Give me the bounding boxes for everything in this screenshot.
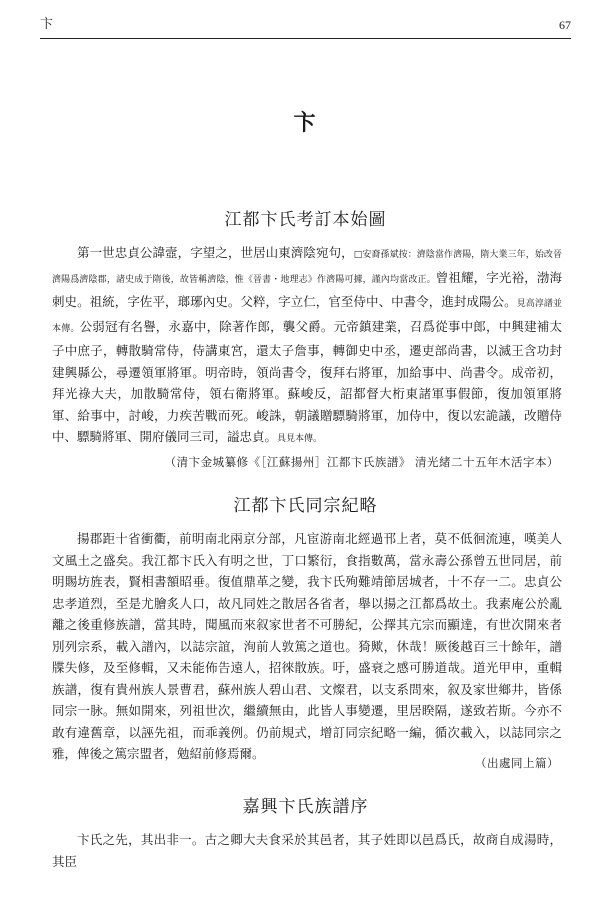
section-body-2: 揚郡距十省衝衢，前明南北兩京分部，凡宦游南北經過邗上者，莫不低徊流連，嘆美人文風土之盛矣。我江都卞氏入有明之世，丁口繁衍，食指數萬，當永壽公孫曾五世同居，前明賜坊旌表，賢相書額昭垂。復值鼎革之變，我卞氏殉難靖節居城者，十不存一二。忠貞公忠孝道烈，至是尤膾炙人口，故凡同姓之散居各省者，舉以揚之江都爲故土。我素庵公於亂離之後重修族譜，當其時，聞風而來叙家世者不可勝紀，公擇其亢宗而顯達，有世次開來者別列宗系，載入譜內，以誌宗誼，洵前人敦篤之道也。猗歟，休哉！厥後越百三十餘年，譜牒失修，及至修輯，又未能佈告遠人，招徠散族。吁，盛衰之感可勝道哉。道光甲申，重輯族譜，復有貴州族人景曹君，蘇州族人碧山君、文燦君，以支系問來，叙及家世鄉井，皆係同宗一脉。無如開來，列祖世次，繼續無由，此皆人事變遷，里居睽隔，遂致若斯。今亦不敢有違舊章，以誣先祖，而乖義例。仍前規式，增訂同宗紀略一編，循次載入，以誌同宗之雅，俾後之篤宗盟者，勉紹前修焉爾。 bbox=[52, 531, 562, 761]
section-body-1 bbox=[52, 242, 562, 451]
source-citation-1: （清卞金城纂修《［江蘇揚州］江都卞氏族譜》 清光緒二十五年木活字本） bbox=[164, 455, 559, 469]
section-body-3: 卞氏之先，其出非一。古之卿大夫食采於其邑者，其子姓即以邑爲氏，故商自成湯時，其臣 bbox=[52, 832, 562, 869]
footnote-a: □安裔孫斌按：濟陰當作濟陽，隋大業三年，始改晉濟陽爲濟陰郡，諸史成于隋後，故皆稱濟陰，惟《晉書・地理志》作濟陽可據，謹內均當改正。 bbox=[52, 250, 562, 285]
source-citation-2: （出處同上篇） bbox=[475, 756, 559, 770]
page-number: 67 bbox=[559, 18, 571, 32]
footnote-b: 見高淳譜並本傳。 bbox=[52, 299, 562, 334]
footnote-c: 具見本傳。 bbox=[277, 434, 323, 444]
surname-heading: 卞 bbox=[293, 110, 318, 136]
body-text-c: 公弱冠有名譽，永嘉中，除著作郎，襲父爵。元帝鎮建業，召爲從事中郎，中興建補太子中庶子，轉散騎常侍，侍講東宮，還太子詹事，轉御史中丞，遷吏部尚書，以滅王含功封建興縣公，尋遷領軍將軍。明帝時，領尚書令，復拜右將軍，加給事中、尚書令。成帝初，拜光祿大夫，加散騎常侍，領右衛將軍。蘇峻反，詔都督大桁東諸軍事假節，復加領軍將軍、給事中，討峻，力疾苦戰而死。峻誅，朝議贈驃騎將軍，加侍中，復以宏詭議，改贈侍中、驃騎將軍、開府儀同三司，謚忠貞。 bbox=[52, 318, 562, 444]
header-rule bbox=[40, 38, 571, 39]
section-title-3: 嘉興卞氏族譜序 bbox=[242, 797, 369, 817]
body-text-b: 曾祖耀，字光裕，渤海刺史。祖統，字佐平，瑯琊內史。父粹，字立仁，官至侍中、中書令，進封成陽公。 bbox=[52, 269, 562, 309]
running-head bbox=[40, 16, 571, 34]
body-text-a: 第一世忠貞公諱壼，字望之，世居山東濟陰宛句， bbox=[77, 245, 354, 260]
running-head-title: 卞 bbox=[40, 17, 54, 32]
section-title-1: 江都卞氏考訂本始圖 bbox=[224, 210, 387, 230]
section-title-2: 江都卞氏同宗紀略 bbox=[233, 496, 378, 516]
